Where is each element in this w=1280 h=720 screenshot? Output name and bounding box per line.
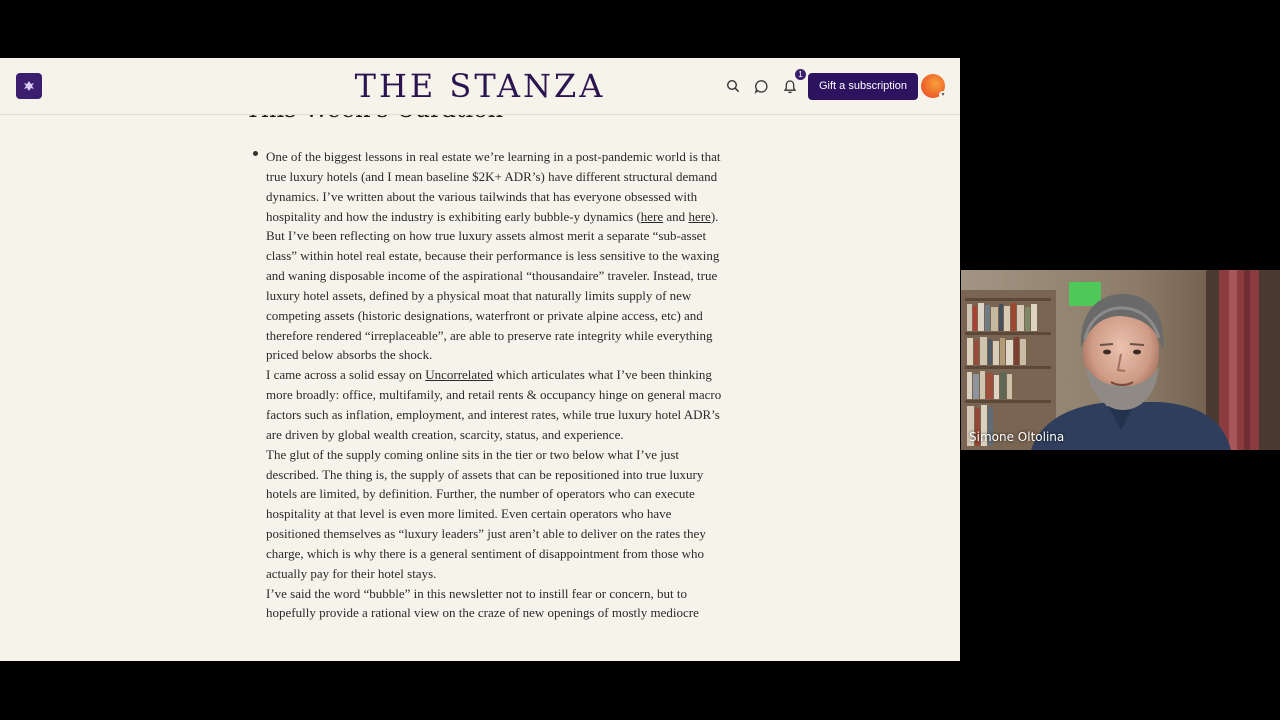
paragraph-text: I came across a solid essay on (266, 367, 426, 383)
here-link-1[interactable]: here (640, 208, 664, 224)
paragraph-text: and (663, 208, 689, 224)
app-logo-icon[interactable] (16, 73, 42, 99)
site-header (0, 58, 960, 115)
paragraph-2 (266, 365, 726, 444)
bell-icon[interactable] (780, 70, 803, 96)
gift-subscription-button[interactable]: Gift a subscription (808, 73, 918, 100)
list-bullet (253, 151, 258, 156)
chat-icon[interactable] (751, 76, 771, 96)
here-link-2[interactable]: here (688, 208, 711, 224)
paragraph-text: One of the biggest lessons in real estate we’re learning in a post-pandemic world is that true luxury hotels (and I mean baseline $2K+ ADR’s) have different structural demand dynamics. I’ve written about the various tailwinds that has everyone obsessed with hospitality and how the industry is exhibiting early bubble-y dynamics ( (266, 149, 721, 224)
shared-screen (0, 58, 960, 661)
article-body (266, 147, 726, 623)
paragraph-3: The glut of the supply coming online sits in the tier or two below what I’ve just described. The thing is, the supply of assets that can be repositioned into true luxury hotels are limited, by definition. Further, the number of operators who can execute hospitality at that level is even more limited. Even certain operators who have positioned themselves as “luxury leaders” just aren’t able to deliver on the rates they charge, which is why there is a general sentiment of disappointment from those who actually pay for their hotel stays. (266, 446, 706, 581)
paragraph-text: ). But I’ve been reflecting on how true luxury assets almost merit a separate “sub-asset class” within hotel real estate, because their performance is less sensitive to the waxing and waning disposable income of the aspirational “thousandaire” traveler. Instead, true luxury hotel assets, defined by a physical moat that naturally limits supply of new competing assets (historic designations, waterfront or private alpine access, etc) and therefore rendered “irreplaceable”, are able to preserve rate integrity while everything priced below absorbs the shock. (266, 208, 720, 363)
paragraph-1 (266, 147, 726, 365)
participant-video-tile[interactable] (961, 270, 1280, 450)
paragraph-4: I’ve said the word “bubble” in this newsletter not to instill fear or concern, but to hopefully provide a rational view on the craze of new openings of mostly mediocre (266, 585, 699, 621)
chevron-down-icon[interactable]: ▾ (939, 91, 947, 99)
search-icon[interactable] (723, 76, 743, 96)
paragraph-text: which articulates what I’ve been thinking more broadly: office, multifamily, and retail rents & occupancy hinge on general macro factors such as inflation, employment, and interest rates, while true luxury hotel ADR’s are driven by global wealth creation, scarcity, status, and experience. (266, 367, 722, 442)
masthead-title[interactable]: THE STANZA (354, 67, 606, 105)
participant-name: Simone Oltolina (969, 430, 1065, 444)
notification-badge: 1 (795, 69, 806, 80)
participant-video-feed (961, 270, 1280, 450)
uncorrelated-link[interactable]: Uncorrelated (425, 367, 494, 383)
article (0, 58, 960, 661)
